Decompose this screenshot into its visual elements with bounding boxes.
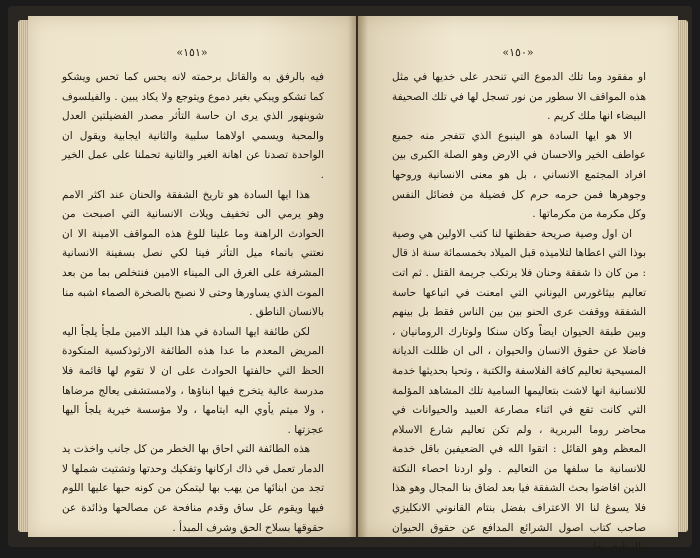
paragraph: هذه الطائفة التي احاق بها الخطر من كل جانب واخذت يد الدمار تعمل في ذاك اركانها وتفكيك وحدتها وتشتيت شملها لا تجد من ابنائها من يهب بها ليتمكن من كونه حبها عليها اللوم فيها ويقوم عل ساق وقدم منافحة عن مصالحها وذائدة عن حقوقها بسلاح الحق وشرف المبدأ . — [62, 443, 324, 534]
right-page-text — [392, 68, 646, 558]
paragraph: لكن طائفة ايها السادة في هذا البلد الامين ملجأ يلجأ اليه المريض المعدم ما عدا هذه الطائفة الارثوذكسية المنكودة الحظ التي حالفتها الحوادث على ان لا تقوم لها قائمة فلا مدرسة عالية يتخرج فيها ابناؤها ، ولامستشفى يعالج مرضاها ، ولا ميتم يأوي اليه ايتامها ، ولا مؤسسة خيرية يلجأ اليها عجزتها . — [62, 325, 324, 436]
paragraph: الا هو ايها السادة هو الينبوع الذي تتفجر منه جميع عواطف الخير والاحسان في الارض وهو الصلة الكبرى بين افراد المجتمع الانساني ، بل هو معنى الانسانية وروحها وجوهرها فمن حرمه حرم كل فضيلة من فضائل النفس وكل مكرمة من مكرماتها . — [392, 129, 646, 221]
left-page-text — [62, 68, 324, 538]
left-page — [28, 16, 356, 537]
page-number-right: «١٥٠» — [502, 46, 534, 59]
paragraph: ان اول وصية صريحة حفظتها لنا كتب الاولين هي وصية بوذا التي اعطاها لتلاميذه قبل الميلاد بخمسمائة سنة اذ قال : من كان ذا شفقة وحنان فلا يرتكب جريمة القتل . ثم اتت تعاليم بيثاغورس اليوناني التي امعنت في اتباعها حاسة الشفقة ووقفت عرى الحنو بين بين الناس فقط بل بينهم وبين طبقة الحيوان ايضاً وكان سنكا ولوتارك الرومانيان ، فاضلا عن حقوق الانسان والحيوان ، الى ان ظللت الديانة المسيحية تعاليم كافة الفلاسفة والكتبة ، وتحيا بحديثها خدمة للانسانية انها لاشت بتعاليمها السامية تلك المشاهد المؤلمة التي كانت تقع في اثناء مصارعة العبيد والحيوانات في محاضر روما البربرية ، ولم تكن تعاليم شارع الاسلام المعظم وهو القائل : اتقوا الله في الضعيفين باقل خدمة للانسانية ما سلفها من التعاليم . ولو اردنا احصاء النكتة الذين افاضوا بحث الشفقة فيا بعد لضاق بنا المجال وهو هذا فلا يسوغ لنا الا الاعتراف بفضل بنتام القانوني الانكليزي صاحب كتاب اصول الشرائع المدافع عن حقوق الحيوان والمنادي بحل — [392, 227, 646, 554]
paragraph: او مفقود وما تلك الدموع التي تنحدر على خديها في مثل هذه المواقف الا سطور من نور تسجل لها في تلك الصحيفة البيضاء انها ملك كريم . — [392, 71, 646, 123]
paragraph: هذا ايها السادة هو تاريخ الشفقة والحنان عند اكثر الامم وهو يرمي الى تخفيف ويلات الانسانية التي اصبحت من الحوادث الراهنة وما علينا للوغ هذه المواقف الامينة الا ان نعتني بانماء ميل التأثر فينا لكي نصل بسفينة الانسانية المشرفة على الغرق الى الميناء الامين فنتخلص بما من بعد الموت الذي يساورها وحتى لا نصبح بالصخرة الصماء اشبه منا بالانسان الناطق . — [62, 188, 324, 319]
paragraph: فيه بالرفق به والقاتل برحمته لانه يحس كما تحس ويشكو كما تشكو ويبكي بغير دموع ويتوجع ولا يكاد يبين . والفيلسوف شوبنهور الذي يرى ان حاسة التأثر مصدر الفضيلتين العدل والمحبة ويسمي اولاهما سلبية والثانية ايجابية ويقول ان الواحدة تصدنا عن اهانة الغير والثانية تحملنا على عمل الخير . — [62, 71, 324, 181]
book-gutter — [348, 16, 368, 537]
open-book — [8, 6, 692, 554]
page-number-left: «١٥١» — [176, 46, 208, 59]
right-page — [358, 16, 678, 554]
